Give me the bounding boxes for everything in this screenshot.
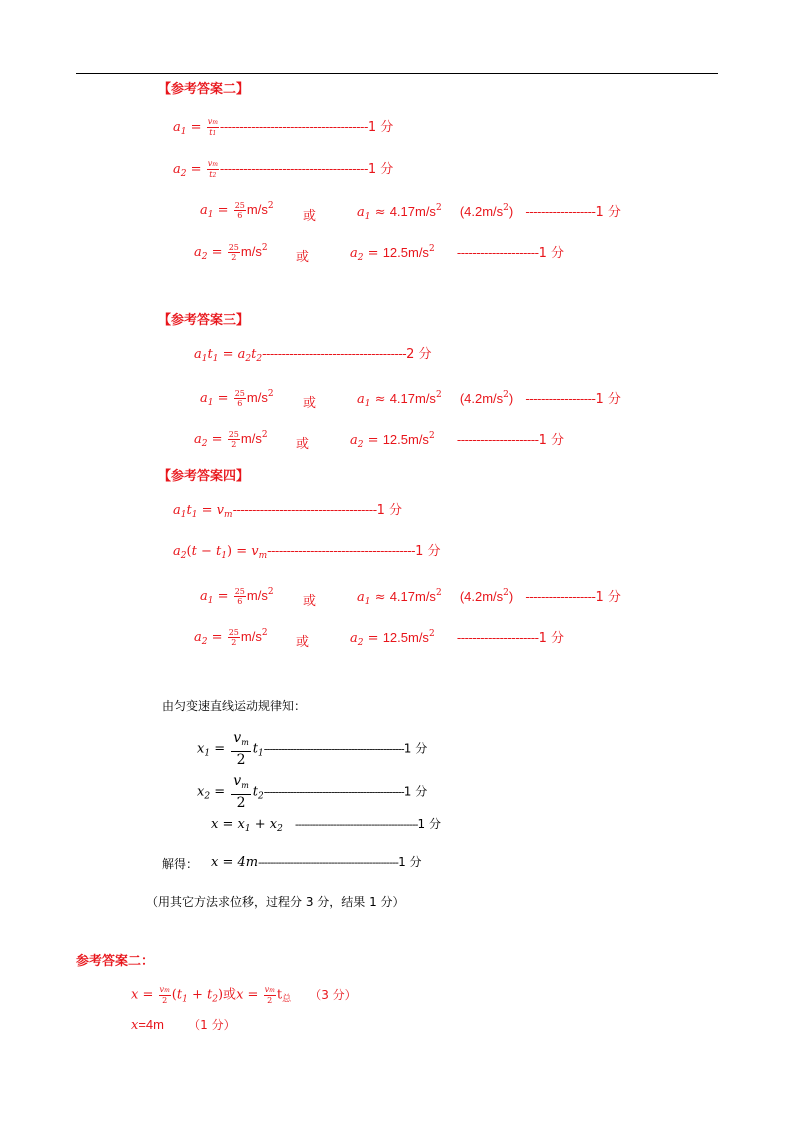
heading-alt-answer-2: 参考答案二： — [76, 954, 155, 969]
eq-a2-12-5-ans3: $a_2 = 12.5m/s^2$ ---------------------1 分 — [350, 431, 564, 450]
eq-a1-value-ans3: $a_1$ = $\frac{25}{6}$ $m/s^2$ — [200, 389, 274, 408]
or-text: 或 — [296, 250, 310, 265]
eq-x2: $x_2$ = $\frac{v_m}{2}$ $t_2------------------------------------------------1$ 分 — [197, 773, 428, 811]
alt-x-result: x=4m （1 分） — [131, 1017, 236, 1033]
eq-x-sum: $x = x_1 + x_2$ ------------------------------------------1 分 — [211, 817, 441, 834]
or-text: 或 — [296, 635, 310, 650]
eq-a1-value-ans2: $a_1$ = $\frac{25}{6}$ $m/s^2$ — [200, 201, 274, 220]
eq-a2-12-5-ans2: $a_2 = 12.5m/s^2$ ---------------------1 分 — [350, 244, 564, 263]
eq-a1-value-ans4: $a_1$ = $\frac{25}{6}$ $m/s^2$ — [200, 587, 274, 606]
eq-a2-t-minus-t1: $a_2(t - t_1) = v_m--------------------------------------1$ 分 — [173, 544, 441, 561]
eq-x-alt: x = $\frac{vm}{2}$ $(t_1 + t_2)$或x = $\frac{vm}{2}$ $t_总$ （3 分） — [131, 985, 357, 1005]
eq-a1-approx-ans4: $a_1 \approx 4.17m/s^2$ $(4.2m/s^2)$ ------------------1 分 — [357, 588, 621, 607]
or-text: 或 — [303, 396, 317, 411]
eq-a2-value-ans3: $a_2$ = $\frac{25}{2}$ $m/s^2$ — [194, 430, 268, 449]
intro-text: 由匀变速直线运动规律知： — [162, 699, 307, 713]
eq-a1t1-a2t2: $a_1t_1 = a_2t_2-------------------------------------2$ 分 — [194, 347, 432, 364]
eq-a2-vm-t2: $a_2$ = $\frac{vm}{t2}$ --------------------------------------1 分 — [173, 159, 394, 179]
eq-a1t1-vm: $a_1t_1 = v_m-------------------------------------1$ 分 — [173, 503, 402, 520]
or-text: 或 — [296, 437, 310, 452]
heading-answer-4: 【参考答案四】 — [158, 469, 250, 484]
eq-a2-value-ans2: $a_2$ = $\frac{25}{2}$ $m/s^2$ — [194, 243, 268, 262]
eq-a1-vm-t1: $a_1$ = $\frac{vm}{t1}$ --------------------------------------1 分 — [173, 117, 394, 137]
heading-answer-3: 【参考答案三】 — [158, 313, 250, 328]
solve-label: 解得： — [162, 857, 199, 871]
header-rule — [76, 73, 718, 74]
eq-a1-approx-ans3: $a_1 \approx 4.17m/s^2$ $(4.2m/s^2)$ ------------------1 分 — [357, 390, 621, 409]
or-text: 或 — [303, 594, 317, 609]
heading-answer-2: 【参考答案二】 — [158, 82, 250, 97]
eq-x-result: x = 4m------------------------------------------------1 分 — [211, 855, 422, 870]
eq-a2-12-5-ans4: $a_2 = 12.5m/s^2$ ---------------------1 分 — [350, 629, 564, 648]
alt-method-note: （用其它方法求位移，过程分 3 分，结果 1 分） — [146, 895, 405, 909]
eq-x1: $x_1$ = $\frac{v_m}{2}$ $t_1------------------------------------------------1$ 分 — [197, 730, 428, 768]
eq-a2-value-ans4: $a_2$ = $\frac{25}{2}$ $m/s^2$ — [194, 628, 268, 647]
or-text: 或 — [303, 209, 317, 224]
eq-a1-approx-ans2: $a_1 \approx 4.17m/s^2$ $(4.2m/s^2)$ ------------------1 分 — [357, 203, 621, 222]
